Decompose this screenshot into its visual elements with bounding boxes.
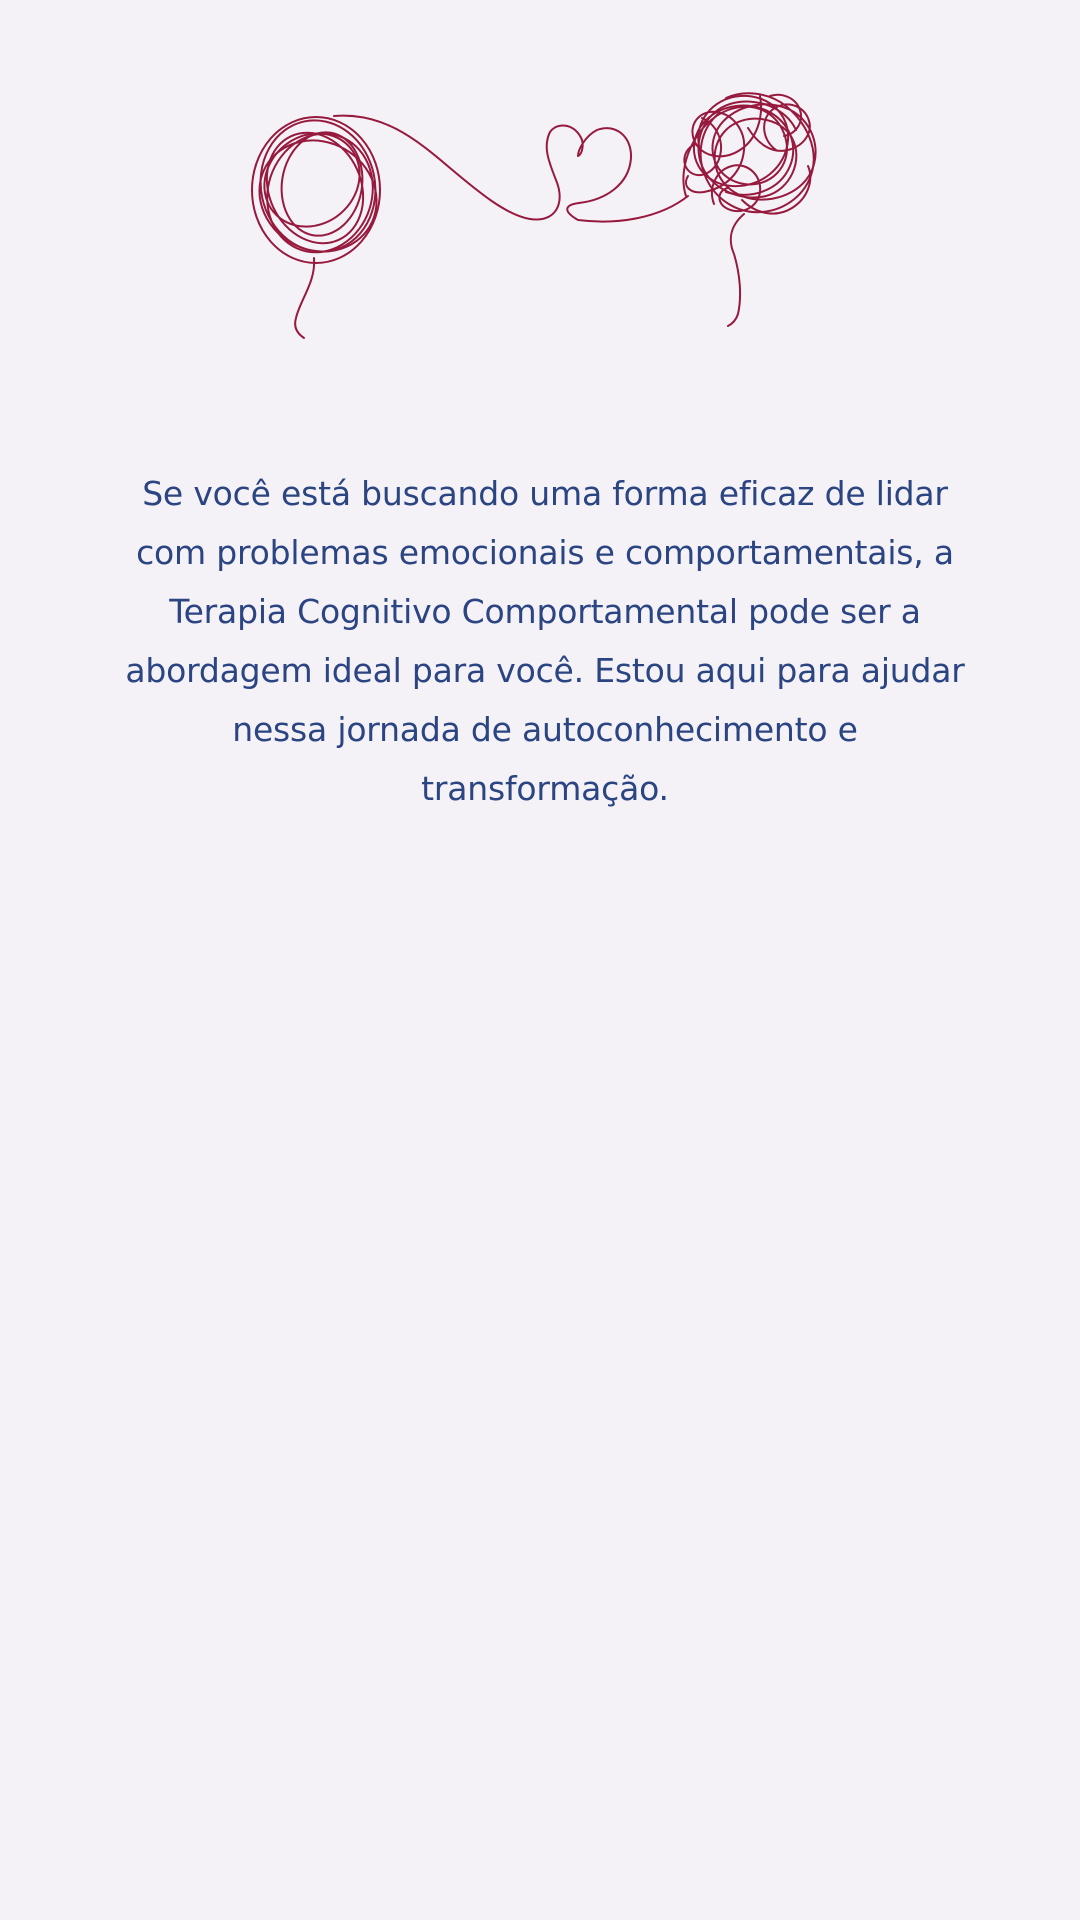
right-ball-tangle [686, 96, 761, 192]
right-thread-tail [728, 214, 744, 326]
left-thread-tail [295, 258, 314, 338]
tangled-thread-heart-icon [0, 0, 1080, 380]
intro-paragraph: Se você está buscando uma forma eficaz de lidar com problemas emocionais e comportamentais, a Terapia Cognitivo Comportamental pode ser a abordagem ideal para você. Estou aqui para ajudar nessa jornada de autoconhecimento e transformação. [125, 474, 965, 808]
thread-strokes [239, 93, 816, 338]
heart-thread [334, 116, 688, 222]
left-ball-loop [245, 114, 378, 246]
tangled-thread-heart-illustration [0, 0, 1080, 380]
